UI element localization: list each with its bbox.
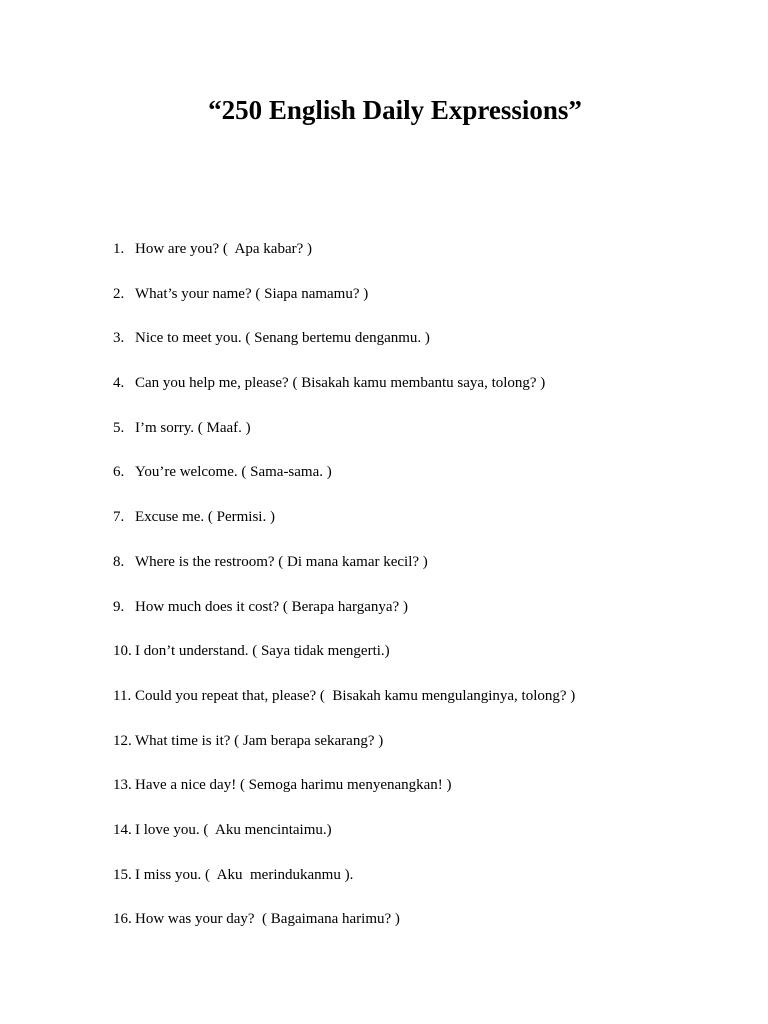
list-item <box>113 597 575 642</box>
item-number: 14. <box>113 821 132 838</box>
item-text: Have a nice day! ( Semoga harimu menyenangkan! ) <box>135 777 452 794</box>
list-item <box>113 462 575 507</box>
list-item <box>113 686 575 731</box>
item-number: 4. <box>113 375 125 392</box>
item-text: Could you repeat that, please? ( Bisakah kamu mengulanginya, tolong? ) <box>135 687 576 704</box>
item-text: I love you. ( Aku mencintaimu.) <box>135 821 332 838</box>
item-number: 12. <box>113 732 132 749</box>
list-item <box>113 820 575 865</box>
list-item <box>113 865 575 910</box>
list-item <box>113 418 575 463</box>
list-item <box>113 373 575 418</box>
item-number: 3. <box>113 330 125 347</box>
item-text: I don’t understand. ( Saya tidak mengerti.) <box>135 643 390 660</box>
list-item <box>113 328 575 373</box>
item-text: Excuse me. ( Permisi. ) <box>135 509 275 526</box>
item-text: What’s your name? ( Siapa namamu? ) <box>135 285 369 302</box>
item-text: Can you help me, please? ( Bisakah kamu membantu saya, tolong? ) <box>135 375 546 392</box>
item-text: I miss you. ( Aku merindukanmu ). <box>135 866 354 883</box>
item-text: How was your day? ( Bagaimana harimu? ) <box>135 911 400 928</box>
item-number: 8. <box>113 553 125 570</box>
list-item <box>113 552 575 597</box>
item-number: 7. <box>113 509 125 526</box>
item-text: I’m sorry. ( Maaf. ) <box>135 419 251 436</box>
item-number: 11. <box>113 687 132 704</box>
list-item <box>113 731 575 776</box>
item-number: 15. <box>113 866 132 883</box>
list-item <box>113 284 575 329</box>
item-text: What time is it? ( Jam berapa sekarang? ) <box>135 732 384 749</box>
expression-list <box>113 239 575 954</box>
item-text: You’re welcome. ( Sama-sama. ) <box>135 464 332 481</box>
item-number: 2. <box>113 285 125 302</box>
item-number: 1. <box>113 241 125 257</box>
item-text: How are you? ( Apa kabar? ) <box>135 241 313 257</box>
item-number: 10. <box>113 643 132 660</box>
item-number: 13. <box>113 777 132 794</box>
document-title: “250 English Daily Expressions” <box>208 95 582 125</box>
list-item <box>113 909 575 954</box>
list-item <box>113 775 575 820</box>
item-text: Where is the restroom? ( Di mana kamar kecil? ) <box>135 553 428 570</box>
list-item <box>113 239 575 284</box>
item-number: 5. <box>113 419 125 436</box>
list-item <box>113 507 575 552</box>
item-number: 9. <box>113 598 125 615</box>
item-text: How much does it cost? ( Berapa harganya? ) <box>135 598 408 615</box>
item-number: 16. <box>113 911 132 928</box>
list-item <box>113 641 575 686</box>
item-text: Nice to meet you. ( Senang bertemu denganmu. ) <box>135 330 430 347</box>
item-number: 6. <box>113 464 125 481</box>
